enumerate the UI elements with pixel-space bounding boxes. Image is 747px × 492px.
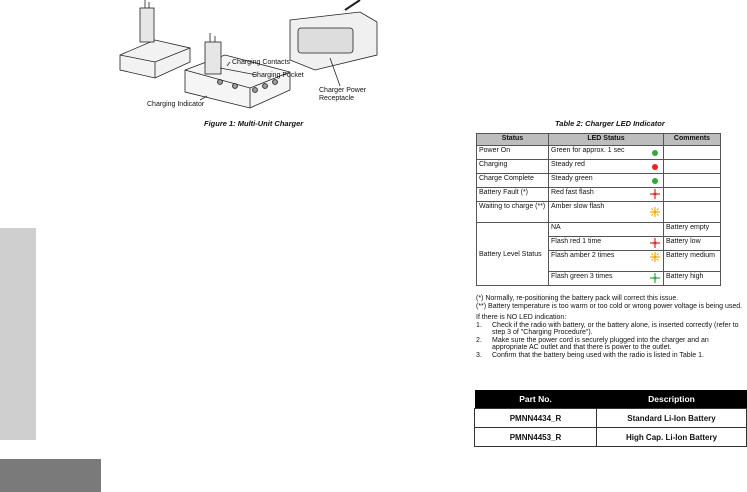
comment-cell: Battery empty	[664, 223, 721, 237]
comment-cell: Battery low	[664, 237, 721, 251]
amber-flash-icon	[650, 207, 660, 217]
led-cell: Amber slow flash	[549, 202, 664, 223]
header-led-status: LED Status	[549, 134, 664, 146]
part-number-cell: PMNN4434_R	[475, 409, 597, 428]
table-header-row	[475, 390, 747, 409]
table-row	[477, 160, 721, 174]
status-cell: Battery Fault (*)	[477, 188, 549, 202]
status-cell: Charging	[477, 160, 549, 174]
red-dot-icon	[652, 164, 658, 170]
comment-cell	[664, 202, 721, 223]
table-row	[475, 428, 747, 447]
table-header-row	[477, 134, 721, 146]
table-row	[477, 188, 721, 202]
footnote-2: (**) Battery temperature is too warm or too cold or wrong power voltage is being used.	[476, 302, 743, 310]
comment-cell	[664, 146, 721, 160]
callout-charging-contacts: Charging Contacts	[232, 59, 290, 66]
table-row	[477, 146, 721, 160]
status-cell: Battery Level Status	[477, 223, 549, 286]
header-status: Status	[477, 134, 549, 146]
description-cell: Standard Li-Ion Battery	[597, 409, 747, 428]
page-number-block	[0, 459, 101, 492]
status-cell: Charge Complete	[477, 174, 549, 188]
list-item: 2. Make sure the power cord is securely plugged into the charger and an appropriate AC outlet and that there is power to the outlet.	[476, 336, 709, 351]
callout-charging-indicator: Charging Indicator	[147, 101, 205, 108]
comment-cell: Battery high	[664, 272, 721, 286]
green-dot-icon	[652, 150, 658, 156]
table-row	[477, 223, 721, 237]
comment-cell	[664, 188, 721, 202]
led-cell: Steady green	[549, 174, 664, 188]
table-title: Table 2: Charger LED Indicator	[555, 119, 665, 128]
table-row	[475, 409, 747, 428]
table-row	[477, 174, 721, 188]
part-number-cell: PMNN4453_R	[475, 428, 597, 447]
list-item: 3. Confirm that the battery being used with the radio is listed in Table 1.	[476, 351, 704, 359]
amber-flash-icon	[650, 252, 660, 262]
green-dot-icon	[652, 178, 658, 184]
header-description: Description	[597, 390, 747, 409]
figure-caption: Figure 1: Multi-Unit Charger	[204, 119, 304, 128]
led-cell: NA	[549, 223, 664, 237]
header-comments: Comments	[664, 134, 721, 146]
side-tab	[0, 228, 36, 440]
charger-led-table	[476, 133, 721, 286]
table-row	[477, 202, 721, 223]
notes-section	[476, 295, 744, 359]
led-cell: Flash amber 2 times	[549, 251, 664, 272]
footnote-1: (*) Normally, re-positioning the battery pack will correct this issue.	[476, 295, 679, 302]
description-cell: High Cap. Li-Ion Battery	[597, 428, 747, 447]
red-flash-icon	[650, 238, 660, 248]
led-cell: Red fast flash	[549, 188, 664, 202]
led-cell: Green for approx. 1 sec	[549, 146, 664, 160]
header-part-no: Part No.	[475, 390, 597, 409]
comment-cell: Battery medium	[664, 251, 721, 272]
status-cell: Power On	[477, 146, 549, 160]
no-led-heading: If there is NO LED indication:	[476, 314, 567, 321]
battery-parts-table	[474, 390, 747, 447]
comment-cell	[664, 160, 721, 174]
led-cell: Flash green 3 times	[549, 272, 664, 286]
led-cell: Steady red	[549, 160, 664, 174]
green-flash-icon	[650, 273, 660, 283]
list-item: 1. Check if the radio with battery, or the battery alone, is inserted correctly (refer to step 3 of "Charging Procedure").	[476, 321, 739, 336]
red-flash-icon	[650, 189, 660, 199]
led-cell: Flash red 1 time	[549, 237, 664, 251]
callout-charger-power-receptacle: Charger Power Receptacle	[319, 87, 367, 102]
status-cell: Waiting to charge (**)	[477, 202, 549, 223]
comment-cell	[664, 174, 721, 188]
callout-charging-pocket: Charging Pocket	[252, 72, 304, 79]
